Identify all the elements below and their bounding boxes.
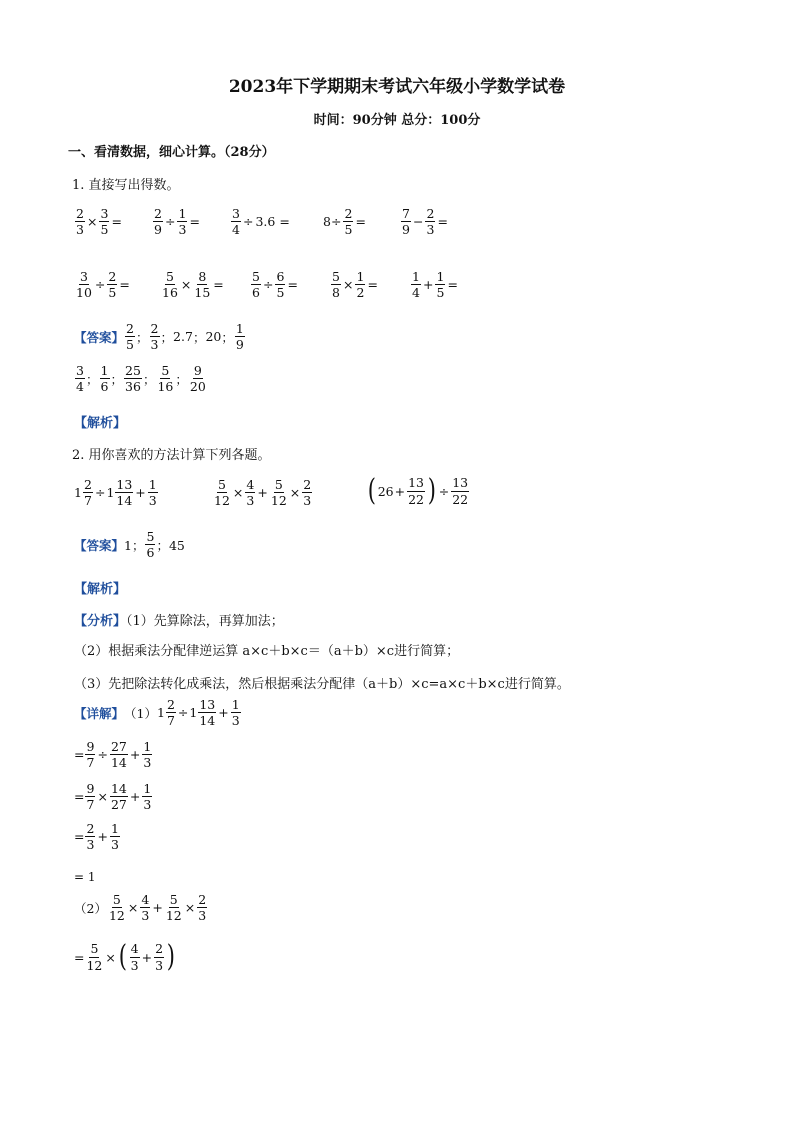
q1-expr-10: $\frac{1}{4}$ + $\frac{1}{5}$ = bbox=[412, 269, 458, 301]
fraction: $\frac{25}{36}$ bbox=[125, 363, 141, 395]
q1-answer-line-2: $\frac{3}{4}$ ； $\frac{1}{6}$ ； $\frac{25}{36}$ ； $\frac{5}{16}$ ； $\frac{9}{20}$ bbox=[76, 363, 206, 395]
fraction: $\frac{5}{12}$ bbox=[214, 477, 230, 509]
fraction: $\frac{5}{16}$ bbox=[162, 269, 178, 301]
q1-expr-3: $\frac{3}{4}$ ÷ 3.6 = bbox=[232, 206, 290, 238]
section-heading: 一、看清数据，细心计算。（28分） bbox=[68, 145, 275, 160]
fraction: $\frac{1}{3}$ bbox=[178, 206, 187, 238]
q1-expr-2: $\frac{2}{9}$ ÷ $\frac{1}{3}$ = bbox=[154, 206, 200, 238]
fraction: $\frac{13}{14}$ bbox=[116, 477, 133, 509]
fenxi-line-2: （2）根据乘法分配律逆运算 a×c＋b×c＝（a＋b）×c进行简算； bbox=[74, 644, 460, 659]
fraction: $\frac{5}{12}$ bbox=[165, 892, 182, 924]
fraction: $\frac{9}{20}$ bbox=[189, 363, 206, 395]
fraction: $\frac{4}{3}$ bbox=[246, 477, 255, 509]
fraction: $\frac{2}{3}$ bbox=[86, 821, 95, 853]
fraction: $\frac{4}{3}$ bbox=[130, 941, 139, 973]
exam-info: 时间：90分钟 总分：100分 bbox=[313, 113, 481, 128]
fraction: $\frac{2}{3}$ bbox=[150, 321, 159, 353]
fraction: $\frac{5}{6}$ bbox=[252, 269, 260, 301]
q1-expr-9: $\frac{5}{8}$ × $\frac{1}{2}$ = bbox=[332, 269, 378, 301]
fraction: $\frac{2}{3}$ bbox=[426, 206, 435, 238]
fraction: $\frac{5}{6}$ bbox=[146, 529, 155, 561]
answer-label: 【答案】 bbox=[74, 329, 125, 345]
q2-problem-2: $\frac{5}{12}$ × $\frac{4}{3}$ + $\frac{5}{12}$ × $\frac{2}{3}$ bbox=[214, 477, 312, 509]
q1-expr-8: $\frac{5}{6}$ ÷ $\frac{6}{5}$ = bbox=[252, 269, 298, 301]
fraction: $\frac{5}{16}$ bbox=[157, 363, 174, 395]
fraction: $\frac{1}{3}$ bbox=[148, 477, 157, 509]
solution-step-6: = $\frac{5}{12}$ × ( $\frac{4}{3}$ + $\frac{2}{3}$ ) bbox=[74, 939, 176, 974]
fraction: $\frac{2}{3}$ bbox=[303, 477, 312, 509]
xiangjie-line-2: （2） $\frac{5}{12}$ × $\frac{4}{3}$ + $\frac{5}{12}$ × $\frac{2}{3}$ bbox=[74, 892, 207, 924]
fraction: $\frac{1}{3}$ bbox=[231, 697, 240, 729]
fraction: $\frac{1}{5}$ bbox=[436, 269, 445, 301]
fraction: $\frac{5}{12}$ bbox=[270, 477, 287, 509]
analysis-label: 【解析】 bbox=[74, 416, 127, 431]
fraction: $\frac{2}{5}$ bbox=[344, 206, 353, 238]
fraction: $\frac{2}{3}$ bbox=[198, 892, 207, 924]
answer-label: 【答案】 bbox=[74, 537, 125, 553]
q1-expr-7: $\frac{5}{16}$ × $\frac{8}{15}$ = bbox=[162, 269, 224, 301]
analysis-label-2: 【解析】 bbox=[74, 582, 127, 597]
xiangjie-line-1: 【详解】 （1） 1 $\frac{2}{7}$ ÷ 1 $\frac{13}{14}$ + $\frac{1}{3}$ bbox=[74, 697, 240, 729]
q1-expr-6: $\frac{3}{10}$ ÷ $\frac{2}{5}$ = bbox=[76, 269, 130, 301]
fraction: $\frac{2}{7}$ bbox=[166, 697, 175, 729]
fraction: $\frac{6}{5}$ bbox=[276, 269, 285, 301]
fraction: $\frac{1}{3}$ bbox=[143, 781, 152, 813]
fraction: $\frac{3}{4}$ bbox=[76, 363, 84, 395]
fraction: $\frac{2}{3}$ bbox=[155, 941, 164, 973]
question-2-stem: 2. 用你喜欢的方法计算下列各题。 bbox=[72, 448, 271, 463]
fraction: $\frac{13}{14}$ bbox=[199, 697, 216, 729]
fraction: $\frac{2}{3}$ bbox=[76, 206, 84, 238]
fraction: $\frac{9}{7}$ bbox=[86, 739, 95, 771]
fraction: $\frac{1}{3}$ bbox=[110, 821, 119, 853]
solution-step-2: = $\frac{9}{7}$ × $\frac{14}{27}$ + $\frac{1}{3}$ bbox=[74, 781, 152, 813]
fraction: $\frac{14}{27}$ bbox=[110, 781, 127, 813]
fraction: $\frac{1}{2}$ bbox=[356, 269, 365, 301]
fraction: $\frac{1}{6}$ bbox=[100, 363, 109, 395]
fraction: $\frac{5}{12}$ bbox=[108, 892, 125, 924]
fraction: $\frac{27}{14}$ bbox=[110, 739, 127, 771]
solution-step-4: = 1 bbox=[74, 870, 96, 884]
page-title: 2023年下学期期末考试六年级小学数学试卷 bbox=[228, 77, 566, 97]
fraction: $\frac{5}{8}$ bbox=[332, 269, 340, 301]
solution-step-1: = $\frac{9}{7}$ ÷ $\frac{27}{14}$ + $\frac{1}{3}$ bbox=[74, 739, 152, 771]
fraction: $\frac{4}{3}$ bbox=[141, 892, 150, 924]
q2-problem-1: 1 $\frac{2}{7}$ ÷ 1 $\frac{13}{14}$ + $\frac{1}{3}$ bbox=[74, 477, 157, 509]
question-1-stem: 1. 直接写出得数。 bbox=[72, 178, 180, 193]
fraction: $\frac{3}{10}$ bbox=[76, 269, 92, 301]
fraction: $\frac{13}{22}$ bbox=[408, 475, 425, 507]
fraction: $\frac{13}{22}$ bbox=[452, 475, 469, 507]
q1-expr-1: $\frac{2}{3}$ × $\frac{3}{5}$ = bbox=[76, 206, 122, 238]
fraction: $\frac{3}{5}$ bbox=[100, 206, 109, 238]
q1-expr-4: 8÷ $\frac{2}{5}$ = bbox=[323, 206, 366, 238]
q2-answer: 【答案】 1； $\frac{5}{6}$ ；45 bbox=[74, 529, 185, 561]
q2-problem-3: ( 26 + $\frac{13}{22}$ ) ÷ $\frac{13}{22}$ bbox=[367, 473, 469, 508]
fraction: $\frac{1}{9}$ bbox=[235, 321, 244, 353]
fenxi-line-1: 【分析】（1）先算除法，再算加法； bbox=[74, 614, 284, 629]
fraction: $\frac{1}{3}$ bbox=[143, 739, 152, 771]
fraction: $\frac{8}{15}$ bbox=[194, 269, 211, 301]
fraction: $\frac{7}{9}$ bbox=[402, 206, 410, 238]
solution-step-3: = $\frac{2}{3}$ + $\frac{1}{3}$ bbox=[74, 821, 119, 853]
fraction: $\frac{3}{4}$ bbox=[232, 206, 240, 238]
fraction: $\frac{5}{12}$ bbox=[86, 941, 103, 973]
q1-expr-5: $\frac{7}{9}$ − $\frac{2}{3}$ = bbox=[402, 206, 448, 238]
q1-answer-line-1: 【答案】 $\frac{2}{5}$ ； $\frac{2}{3}$ ； 2.7 ； 20 ； $\frac{1}{9}$ bbox=[74, 321, 244, 353]
fraction: $\frac{2}{5}$ bbox=[108, 269, 117, 301]
fraction: $\frac{2}{5}$ bbox=[126, 321, 134, 353]
fraction: $\frac{1}{4}$ bbox=[412, 269, 420, 301]
fraction: $\frac{2}{7}$ bbox=[83, 477, 92, 509]
fenxi-line-3: （3）先把除法转化成乘法，然后根据乘法分配律（a＋b）×c=a×c＋b×c进行简算。 bbox=[74, 677, 570, 692]
fraction: $\frac{2}{9}$ bbox=[154, 206, 162, 238]
fraction: $\frac{9}{7}$ bbox=[86, 781, 95, 813]
